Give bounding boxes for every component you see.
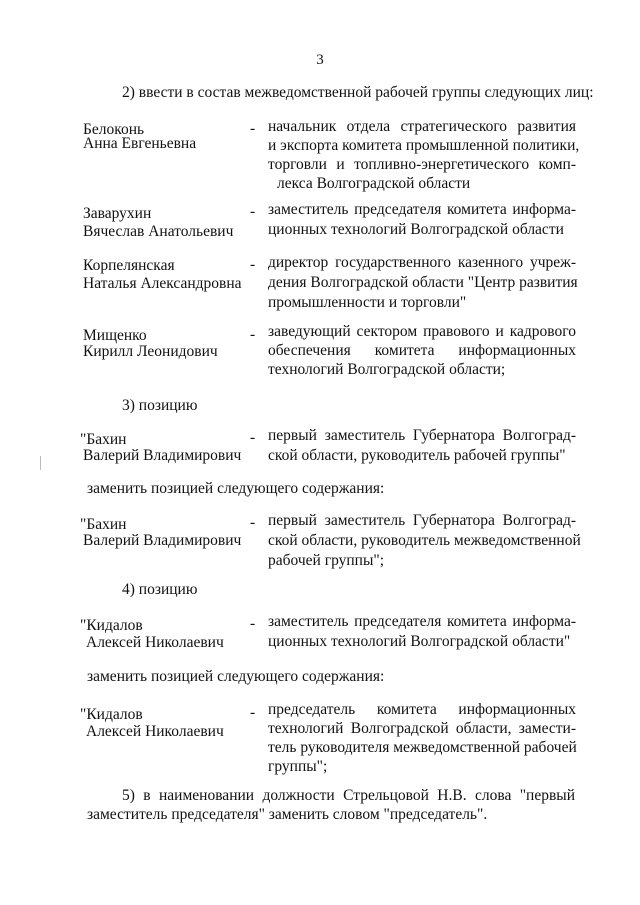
position-line: ционных технологий Волгоградской области" [268,633,571,650]
member-position [268,253,576,313]
member-given-names: Анна Евгеньевна [83,135,197,152]
member-given-names: Наталья Александровна [83,275,242,292]
member-surname: Корпелянская [83,257,175,274]
position-line: промышленности и торговли" [268,294,467,311]
position-line: начальник отдела стратегического развития [268,118,576,135]
dash-separator: - [250,326,256,343]
position-line: технологий Волгоградской области; [268,361,506,378]
member-given-names: Валерий Владимирович [83,447,242,464]
dash-separator: - [250,615,256,632]
position-line: заместитель председателя комитета информа- [268,613,576,630]
position-line: заместитель председателя комитета информа- [268,201,576,218]
position-line: обеспечения комитета информационных [268,342,576,359]
member-position [268,117,580,193]
position-line: ционных технологий Волгоградской области [268,221,564,238]
dash-separator: - [250,514,256,531]
dash-separator: - [250,704,256,721]
position-line: директор государственного казенного учреж- [268,254,576,271]
position-line: и экспорта комитета промышленной политики, [268,137,580,154]
position-line: председатель комитета информационных [268,701,576,718]
member-surname: "Бахин [80,516,127,533]
position-line: ской области, руководитель межведомственной [268,532,581,549]
position-line: дения Волгоградской области "Центр развития [268,274,578,291]
member-given-names: Кирилл Леонидович [83,343,218,360]
member-given-names: Вячеслав Анатольевич [83,223,234,240]
member-position [268,322,576,379]
intro-paragraph: 2) ввести в состав межведомственной рабочей группы следующих лиц: [122,84,594,101]
member-given-names: Алексей Николаевич [86,723,224,740]
position-line: первый заместитель Губернатора Волгоград- [268,427,576,444]
item-3-heading: 3) позицию [122,397,198,414]
position-line: лекса Волгоградской области [277,175,471,192]
replace-text: заменить позицией следующего содержания: [87,480,385,497]
position-line: рабочей группы"; [268,552,385,569]
member-given-names: Валерий Владимирович [83,532,242,549]
item-4-heading: 4) позицию [122,581,198,598]
position-line: первый заместитель Губернатора Волгоград- [268,512,576,529]
position-line: группы"; [268,758,328,775]
member-surname: "Кидалов [80,617,143,634]
member-position [268,612,576,652]
member-position [268,200,576,240]
dash-separator: - [250,120,256,137]
margin-mark [40,456,41,470]
member-given-names: Алексей Николаевич [86,634,224,651]
position-line: торговли и топливно-энергетического комп- [268,156,576,173]
member-surname: Белоконь [83,121,145,138]
member-position [268,511,581,571]
position-line: технологий Волгоградской области, замести- [268,720,576,737]
paragraph-line: 5) в наименовании должности Стрельцовой Н.В. слова "первый [122,787,575,804]
paragraph-line: заместитель председателя" заменить словом "председатель". [87,806,488,823]
replace-text: заменить позицией следующего содержания: [87,668,385,685]
member-position [268,700,576,776]
member-surname: Мищенко [83,327,147,344]
position-line: ской области, руководитель рабочей группы" [268,447,566,464]
member-surname: "Бахин [80,431,127,448]
position-line: тель руководителя межведомственной рабочей [268,739,577,756]
position-line: заведующий сектором правового и кадрового [268,323,576,340]
page-number: 3 [316,52,324,68]
dash-separator: - [250,203,256,220]
member-surname: Заварухин [83,205,152,222]
member-surname: "Кидалов [80,706,143,723]
dash-separator: - [250,429,256,446]
dash-separator: - [250,256,256,273]
member-position [268,426,576,466]
